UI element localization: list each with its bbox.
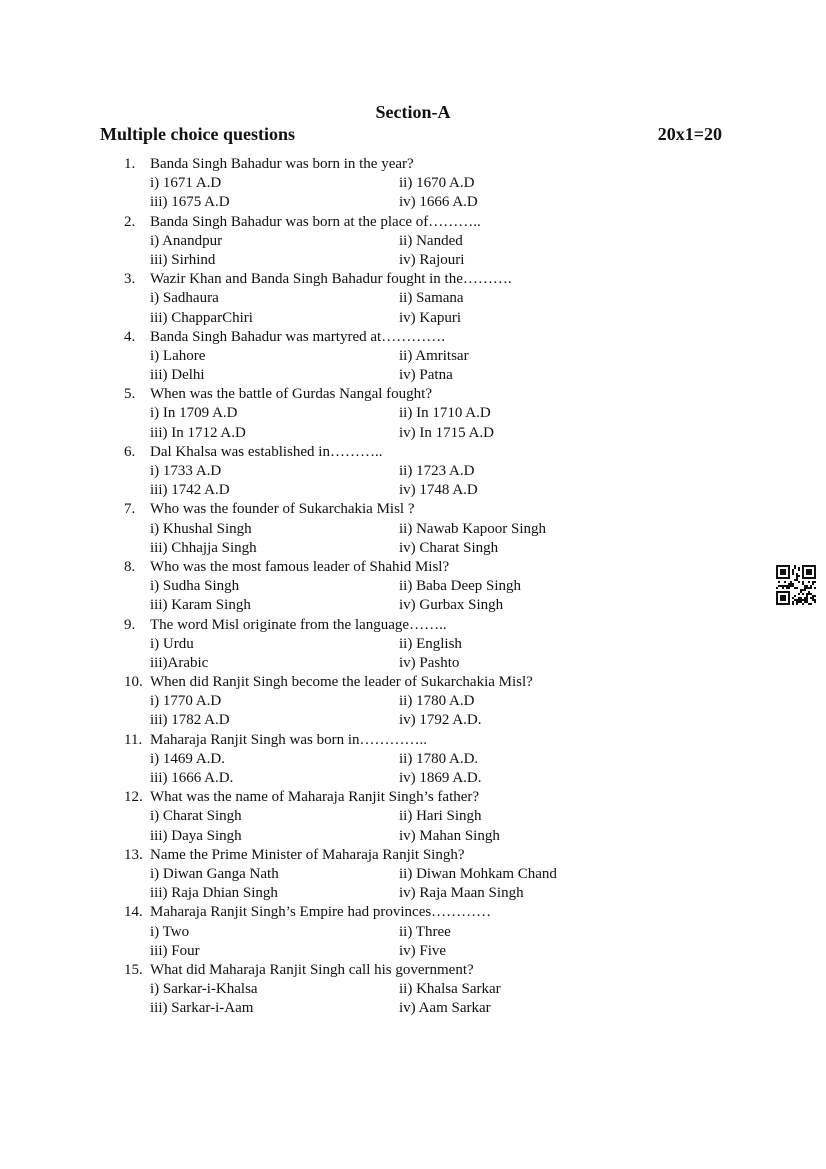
question-number: 10.	[124, 674, 143, 691]
option: ii) 1670 A.D	[399, 175, 475, 192]
question-text: Who was the most famous leader of Shahid Misl?	[150, 558, 450, 575]
question-number: 8.	[124, 558, 136, 575]
option: ii) Nawab Kapoor Singh	[399, 520, 547, 537]
question-text: Who was the founder of Sukarchakia Misl ?	[150, 501, 415, 518]
question-number: 7.	[124, 501, 136, 518]
question	[120, 903, 620, 922]
section-title: Section-A	[375, 102, 451, 122]
options-row	[120, 980, 620, 999]
option: i) Sudha Singh	[150, 578, 240, 595]
question-text: Maharaja Ranjit Singh’s Empire had provinces…………	[150, 904, 492, 921]
question	[120, 846, 620, 865]
question	[120, 328, 620, 347]
options-row	[120, 424, 620, 443]
subheading: Multiple choice questions	[100, 124, 296, 144]
option: i) Lahore	[150, 347, 206, 364]
option: i) Diwan Ganga Nath	[150, 865, 279, 882]
options-row	[120, 347, 620, 366]
option: iv) 1869 A.D.	[399, 770, 482, 786]
question-number: 11.	[124, 731, 143, 748]
option: iii) 1675 A.D	[150, 194, 230, 211]
option: iv) 1748 A.D	[399, 482, 478, 499]
question	[120, 731, 620, 750]
marks-label: 20x1=20	[657, 124, 722, 144]
option: iv) Rajouri	[399, 251, 465, 268]
option: ii) English	[399, 635, 462, 652]
question	[120, 961, 620, 980]
question	[120, 385, 620, 404]
option: i) Sarkar-i-Khalsa	[150, 981, 258, 998]
question	[120, 558, 620, 577]
question	[120, 673, 620, 692]
options-row	[120, 366, 620, 385]
options-row	[120, 942, 620, 961]
option: iii) ChapparChiri	[150, 309, 253, 326]
options-row	[120, 539, 620, 558]
option: iv) 1792 A.D.	[399, 712, 482, 729]
question-number: 13.	[124, 846, 143, 863]
option: iii) 1782 A.D	[150, 712, 230, 729]
option: i) 1671 A.D	[150, 175, 222, 192]
option: i) Anandpur	[150, 232, 223, 249]
options-row	[120, 635, 620, 654]
question-text: What was the name of Maharaja Ranjit Singh’s father?	[150, 789, 480, 806]
options-row	[120, 750, 620, 769]
options-row	[120, 654, 620, 673]
question-number: 6.	[124, 443, 136, 460]
question-text: When was the battle of Gurdas Nangal fought?	[150, 386, 432, 403]
option: i) Charat Singh	[150, 808, 242, 825]
option: iii) Sarkar-i-Aam	[150, 1000, 254, 1017]
question-text: Wazir Khan and Banda Singh Bahadur fought in the……….	[150, 271, 512, 288]
question-text: The word Misl originate from the language……..	[150, 616, 447, 633]
option: ii) Hari Singh	[399, 808, 482, 825]
question-text: Banda Singh Bahadur was born at the place of………..	[150, 213, 481, 230]
options-row	[120, 577, 620, 596]
option: iii) Chhajja Singh	[150, 539, 257, 556]
question	[120, 788, 620, 807]
option: iii) 1742 A.D	[150, 482, 230, 499]
options-row	[120, 462, 620, 481]
option: iv) Five	[399, 942, 447, 959]
options-row	[120, 865, 620, 884]
question-text: Dal Khalsa was established in………..	[150, 443, 383, 460]
question-text: When did Ranjit Singh become the leader of Sukarchakia Misl?	[150, 674, 533, 691]
option: iii) Delhi	[150, 367, 205, 384]
question-number: 14.	[124, 904, 143, 921]
options-row	[120, 193, 620, 212]
question	[120, 155, 620, 174]
options-row	[120, 999, 620, 1018]
option: ii) Amritsar	[399, 347, 469, 364]
question	[120, 213, 620, 232]
options-row	[120, 596, 620, 615]
options-row	[120, 884, 620, 903]
options-row	[120, 692, 620, 711]
question-text: Name the Prime Minister of Maharaja Ranjit Singh?	[150, 846, 465, 863]
options-row	[120, 520, 620, 539]
options-row	[120, 232, 620, 251]
options-row	[120, 481, 620, 500]
option: iv) Aam Sarkar	[399, 1000, 491, 1017]
options-row	[120, 711, 620, 730]
options-row	[120, 827, 620, 846]
option: i) In 1709 A.D	[150, 405, 238, 422]
question	[120, 443, 620, 462]
option: iii)Arabic	[150, 654, 209, 671]
option: iii) 1666 A.D.	[150, 770, 234, 786]
option: iii) Karam Singh	[150, 597, 251, 614]
option: ii) Diwan Mohkam Chand	[399, 865, 557, 882]
question-text: Banda Singh Bahadur was martyred at………….	[150, 328, 445, 345]
options-row	[120, 174, 620, 193]
question-text: Maharaja Ranjit Singh was born in…………..	[150, 731, 428, 748]
option: ii) Samana	[399, 290, 464, 307]
options-row	[120, 289, 620, 308]
option: iv) Mahan Singh	[399, 827, 500, 844]
option: ii) 1780 A.D	[399, 693, 475, 710]
option: iv) Charat Singh	[399, 539, 499, 556]
option: iv) Raja Maan Singh	[399, 885, 524, 902]
option: ii) 1723 A.D	[399, 463, 475, 479]
question-number: 1.	[124, 156, 136, 172]
option: i) 1770 A.D	[150, 693, 222, 710]
question-text: Banda Singh Bahadur was born in the year?	[150, 156, 414, 172]
option: i) Sadhaura	[150, 290, 219, 307]
option: ii) Baba Deep Singh	[399, 578, 522, 595]
question-number: 9.	[124, 616, 136, 633]
option: iv) 1666 A.D	[399, 194, 478, 211]
options-row	[120, 923, 620, 942]
question	[120, 270, 620, 289]
question-number: 5.	[124, 386, 136, 403]
question-number: 4.	[124, 328, 136, 345]
question	[120, 500, 620, 519]
option: i) Khushal Singh	[150, 520, 252, 537]
option: iv) In 1715 A.D	[399, 424, 494, 441]
option: ii) 1780 A.D.	[399, 750, 479, 767]
options-row	[120, 251, 620, 270]
option: ii) Three	[399, 923, 451, 940]
option: ii) Nanded	[399, 232, 463, 249]
qr-code-icon	[776, 565, 816, 605]
options-row	[120, 309, 620, 328]
question	[120, 616, 620, 635]
option: iv) Pashto	[399, 654, 460, 671]
question-number: 15.	[124, 961, 143, 978]
option: iii) Daya Singh	[150, 827, 242, 844]
question-list	[120, 155, 620, 1018]
question-number: 3.	[124, 271, 136, 288]
question-text: What did Maharaja Ranjit Singh call his government?	[150, 961, 474, 978]
option: i) 1733 A.D	[150, 463, 222, 479]
option: i) 1469 A.D.	[150, 750, 225, 767]
option: iv) Kapuri	[399, 309, 462, 326]
option: iv) Gurbax Singh	[399, 597, 504, 614]
options-row	[120, 404, 620, 423]
option: iii) In 1712 A.D	[150, 424, 246, 441]
option: iii) Sirhind	[150, 251, 216, 268]
question-number: 12.	[124, 789, 143, 806]
option: iii) Four	[150, 942, 200, 959]
options-row	[120, 807, 620, 826]
option: ii) In 1710 A.D	[399, 405, 491, 422]
option: iii) Raja Dhian Singh	[150, 885, 278, 902]
options-row	[120, 769, 620, 788]
option: i) Urdu	[150, 635, 194, 652]
option: i) Two	[150, 923, 190, 940]
option: iv) Patna	[399, 367, 453, 384]
option: ii) Khalsa Sarkar	[399, 981, 501, 998]
question-number: 2.	[124, 213, 136, 230]
